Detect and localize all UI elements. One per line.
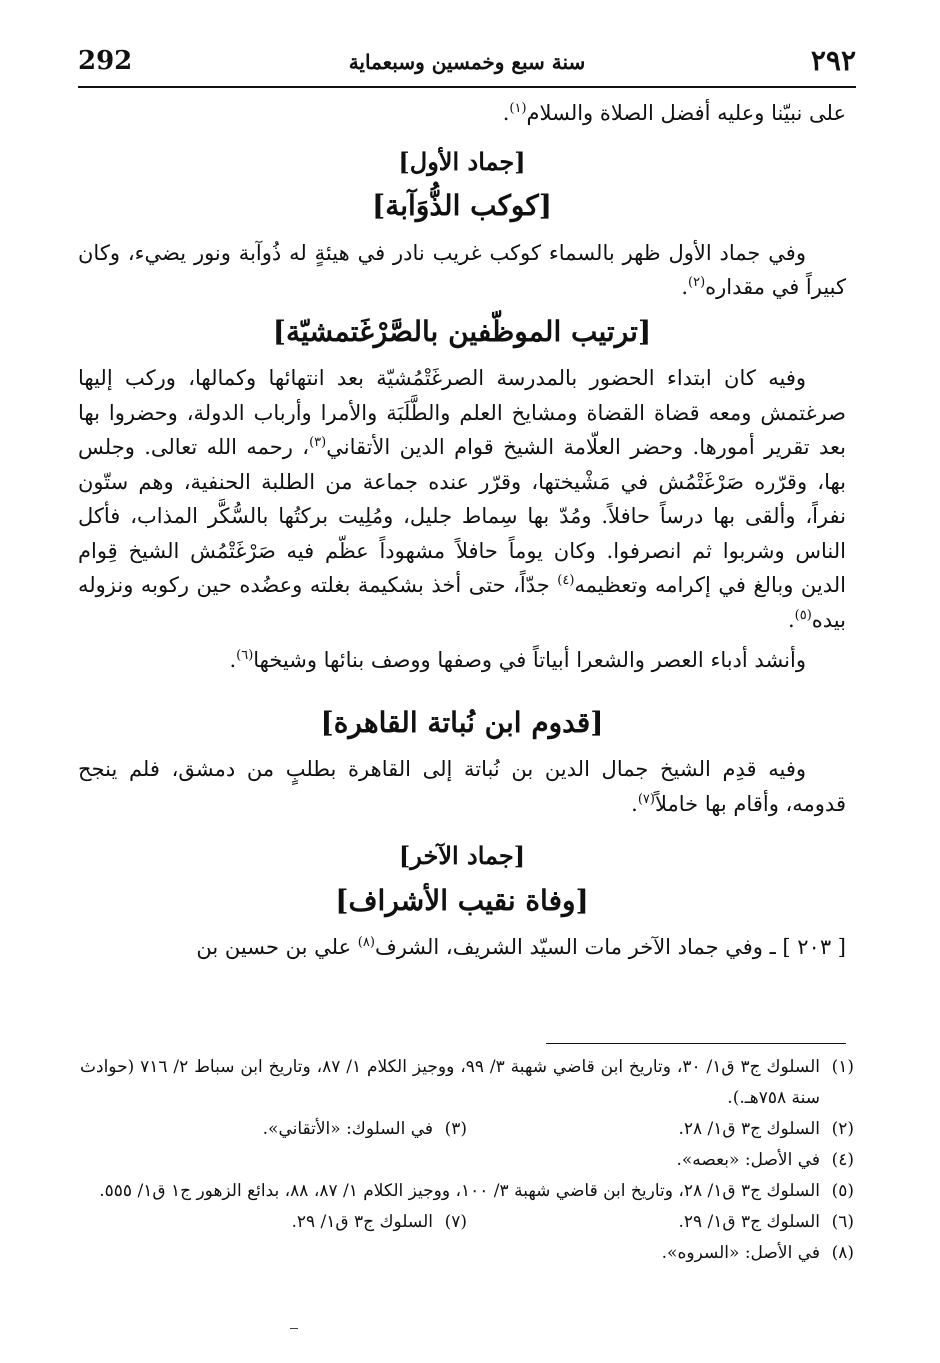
footnote-text: في السلوك: «الأتقاني». (262, 1119, 433, 1139)
footnote-text: في الأصل: «السروه». (661, 1243, 820, 1263)
paragraph-text: جدّاً، حتى أخذ بشكيمة بغلته وعضُده حين ركوبه ونزوله بيده (78, 573, 846, 632)
footnote-number: (٢) (831, 1119, 854, 1139)
page-bottom-mark (290, 1328, 298, 1329)
paragraph-text: [ ٢٠٣ ] ـ وفي جماد الآخر مات السيّد الشريف، الشرف (374, 935, 846, 959)
footnote-ref: (١) (509, 101, 527, 116)
section-heading-jumada-al-ula: [جماد الأول] (398, 146, 526, 176)
page-header (78, 44, 856, 88)
footnote-number: (٨) (831, 1243, 854, 1263)
section-heading-naqib-death: [وفاة نقيب الأشراف] (335, 883, 589, 917)
footnote-text: السلوك ج٣ ق١/ ٢٨. (678, 1119, 820, 1139)
section-heading-ibn-nubata: [قدوم ابن نُباتة القاهرة] (320, 705, 604, 739)
footnote-ref: (٤) (557, 573, 575, 588)
paragraph-madrasa (78, 361, 846, 637)
footnote-number: (٥) (831, 1181, 854, 1201)
punctuation: . (787, 607, 795, 632)
paragraph-text: وفي جماد الأول ظهر بالسماء كوكب غريب نادر في هيئةٍ له ذُوآبة ونور يضيء، وكان كبيراً في مقداره (78, 240, 846, 299)
footnote-number: (٦) (831, 1212, 854, 1232)
footnote-divider (546, 1043, 846, 1044)
punctuation: . (229, 648, 237, 672)
punctuation: . (681, 275, 688, 299)
footnote-text: السلوك ج٣ ق١/ ٣٠، وتاريخ ابن قاضي شهبة ٣/ ٩٩، ووجيز الكلام ١/ ٨٧، وتاريخ ابن سباط ٢/ ٧١٦ (حوادث سنة ٧٥٨هـ.). (80, 1057, 820, 1108)
paragraph-text: وفيه قدِم الشيخ جمال الدين بن نُباتة إلى القاهرة بطلبٍ من دمشق، فلم ينجح قدومه، وأقام بها خاملاً (78, 757, 846, 816)
footnote-text: السلوك ج٣ ق١/ ٢٨، وتاريخ ابن قاضي شهبة ٣/ ١٠٠، ووجيز الكلام ١/ ٨٧، ٨٨، بدائع الزهور ج١ ق١/ ٥٥٥. (99, 1181, 820, 1201)
paragraph-ibn-nubata (78, 752, 846, 821)
footnote-ref: (٥) (794, 607, 812, 623)
footnote-7 (80, 1207, 467, 1238)
footnote-1 (80, 1052, 854, 1114)
paragraph-text: وأنشد أدباء العصر والشعرا أبياتاً في وصفها ووصف بنائها وشيخها (253, 648, 806, 672)
footnote-2 (467, 1114, 854, 1145)
footnote-number: (٧) (444, 1212, 467, 1232)
paragraph-text: علي بن حسين بن (196, 935, 358, 959)
footnote-8 (80, 1238, 854, 1269)
footnote-4 (80, 1145, 854, 1176)
paragraph-text: ، رحمه الله تعالى. وجلس بها، وقرّره صَرْغَتْمُش في مَشْيختها، وقرّر عنده جماعة من الطلبة الحنفية، وهم ستّون نفراً، وألقى بها درساً حافلاً. ومُدّ بها سِماط جليل، ومُلِيت بركتُها بالسُّكَّر المذاب، فأكل الناس وشربوا ثم انصرفوا. وكان يوماً حافلاً مشهوداً عظّم فيه صَرْغَتْمُش الشيخ قِوام الدين وبالغ في إكرامه وتعظيمه (78, 435, 846, 597)
footnote-5 (80, 1176, 854, 1207)
footnote-ref: (٧) (637, 791, 655, 807)
footnote-3 (80, 1114, 467, 1145)
running-title: سنة سبع وخمسين وسبعماية (348, 50, 586, 74)
footnote-text: السلوك ج٣ ق١/ ٢٩. (678, 1212, 820, 1232)
footnote-ref: (٦) (236, 648, 254, 663)
paragraph-comet (78, 236, 846, 305)
footnote-number: (١) (831, 1057, 854, 1077)
main-text (78, 96, 846, 965)
footnote-text: في الأصل: «بعصه». (676, 1150, 820, 1170)
paragraph-entry-203 (78, 930, 846, 965)
footnote-row-6-7 (80, 1207, 854, 1238)
section-heading-comet: [كوكب الذُّوَآبة] (372, 189, 552, 222)
footnote-row-2-3 (80, 1114, 854, 1145)
footnotes (80, 1052, 854, 1269)
footnote-6 (467, 1207, 854, 1238)
punctuation: . (502, 101, 510, 125)
paragraph-text: على نبيّنا وعليه أفضل الصلاة والسلام (526, 101, 846, 125)
paragraph-text: وفيه كان ابتداء الحضور بالمدرسة الصرغَتْمُشيّة بعد انتهائها وكمالها، وركب إليها صرغتمش ومعه قضاة القضاة ومشايخ العلم والطَّلَبَة والأمرا وأرباب الدولة، وحضروا بها بعد تقرير أمورها. وحضر العلّامة الشيخ قوام الدين الأتقاني (78, 366, 846, 459)
page-number-latin: 292 (78, 46, 133, 76)
footnote-ref: (٢) (688, 275, 706, 290)
footnote-ref: (٨) (357, 935, 375, 950)
footnote-number: (٤) (831, 1150, 854, 1170)
paragraph-poets (78, 643, 846, 678)
paragraph-continuation (78, 96, 846, 131)
section-heading-jumada-al-akhir: [جماد الآخر] (398, 841, 526, 870)
punctuation: . (631, 791, 638, 816)
page-number-arabic: ٢٩٢ (810, 44, 856, 77)
section-heading-staff: [ترتيب الموظّفين بالصَّرْغَتمشيّة] (272, 314, 652, 348)
footnote-ref: (٣) (309, 435, 327, 450)
footnote-text: السلوك ج٣ ق١/ ٢٩. (291, 1212, 433, 1232)
footnote-number: (٣) (444, 1119, 467, 1139)
